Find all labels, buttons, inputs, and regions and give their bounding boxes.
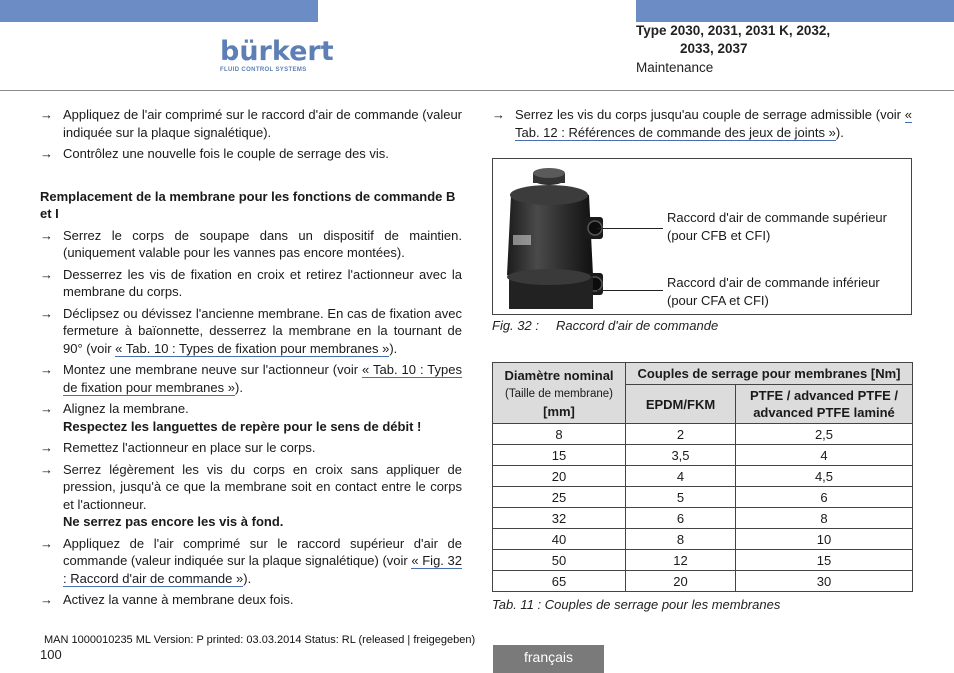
step-tighten-lightly: → Serrez légèrement les vis du corps en croix sans appliquer de pression, jusqu'à ce que la membrane soit en contact entre le corps et l'actionneur. Ne serrez pas encore les vis à fond. <box>40 461 462 529</box>
right-column <box>492 106 912 145</box>
cell-diameter: 15 <box>493 445 626 466</box>
step-apply-upper-air: → Appliquez de l'air comprimé sur le raccord supérieur d'air de commande (valeur indiquée sur la plaque signalétique) (voir « Fig. 32 : Raccord d'air de commande »). <box>40 535 462 586</box>
step-check-torque: → Contrôlez une nouvelle fois le couple de serrage des vis. <box>40 146 389 161</box>
cell-epdm: 5 <box>626 487 736 508</box>
link-fig-32[interactable]: « Fig. 32 : Raccord d'air de commande » <box>63 553 462 586</box>
page-number: 100 <box>40 647 62 662</box>
link-tab-10[interactable]: « Tab. 10 : Types de fixation pour membranes » <box>115 340 390 356</box>
arrow-icon: → <box>492 107 505 122</box>
type-line-1: Type 2030, 2031, 2031 K, 2032, <box>636 23 831 38</box>
cell-epdm: 2 <box>626 424 736 445</box>
step-tighten-body-screws: → Serrez les vis du corps jusqu'au couple de serrage admissible (voir « Tab. 12 : Références de commande des jeux de joints »). <box>492 107 912 140</box>
cell-diameter: 40 <box>493 529 626 550</box>
cell-diameter: 65 <box>493 571 626 592</box>
table-row <box>493 529 913 550</box>
header-bar-left <box>0 0 318 22</box>
step-replace-actuator: → Remettez l'actionneur en place sur le corps. <box>40 440 316 455</box>
left-column <box>40 106 462 613</box>
actuator-image <box>503 165 613 309</box>
arrow-icon: → <box>40 305 53 321</box>
table-caption: Tab. 11 : Couples de serrage pour les membranes <box>492 597 781 612</box>
arrow-icon: → <box>40 266 53 282</box>
figure-32 <box>492 158 912 315</box>
cell-diameter: 32 <box>493 508 626 529</box>
cell-epdm: 3,5 <box>626 445 736 466</box>
cell-ptfe: 6 <box>736 487 913 508</box>
cell-diameter: 20 <box>493 466 626 487</box>
table-row <box>493 571 913 592</box>
cell-ptfe: 4 <box>736 445 913 466</box>
link-tab-12[interactable]: « Tab. 12 : Références de commande des jeux de joints » <box>515 107 912 140</box>
figure-caption <box>492 318 718 333</box>
step-remove-membrane: → Déclipsez ou dévissez l'ancienne membrane. En cas de fixation avec fermeture à baïonnette, desserrez la membrane en la tournant de 90° (voir « Tab. 10 : Types de fixation pour membranes »). <box>40 305 462 356</box>
print-metadata: MAN 1000010235 ML Version: P printed: 03.03.2014 Status: RL (released | freigegeben) <box>44 634 476 646</box>
arrow-icon: → <box>40 146 53 161</box>
arrow-icon: → <box>40 592 53 607</box>
header-epdm: EPDM/FKM <box>626 385 736 424</box>
cell-ptfe: 2,5 <box>736 424 913 445</box>
logo-subtitle: FLUID CONTROL SYSTEMS <box>220 67 307 73</box>
callout-upper-port: Raccord d'air de commande supérieur (pour CFB et CFI) <box>667 210 887 243</box>
cell-ptfe: 10 <box>736 529 913 550</box>
warning-not-tight: Ne serrez pas encore les vis à fond. <box>63 514 284 529</box>
section-title: Maintenance <box>636 60 714 75</box>
cell-epdm: 12 <box>626 550 736 571</box>
arrow-icon: → <box>40 535 53 551</box>
logo-wordmark: bürkert <box>220 36 334 67</box>
step-loosen-screws: → Desserrez les vis de fixation en croix et retirez l'actionneur avec la membrane du corps. <box>40 266 462 299</box>
arrow-icon: → <box>40 461 53 477</box>
table-row <box>493 445 913 466</box>
header-torque: Couples de serrage pour membranes [Nm] <box>626 363 913 385</box>
torque-table <box>492 362 913 592</box>
cell-diameter: 8 <box>493 424 626 445</box>
callout-lower-port: Raccord d'air de commande inférieur (pour CFA et CFI) <box>667 275 880 308</box>
header-divider <box>0 90 954 91</box>
cell-epdm: 20 <box>626 571 736 592</box>
cell-epdm: 8 <box>626 529 736 550</box>
arrow-icon: → <box>40 227 53 243</box>
table-row <box>493 550 913 571</box>
table-row <box>493 424 913 445</box>
cell-diameter: 50 <box>493 550 626 571</box>
table-row <box>493 487 913 508</box>
arrow-icon: → <box>40 401 53 416</box>
document-type-title <box>636 22 830 58</box>
figure-caption-label: Fig. 32 : <box>492 318 539 333</box>
cell-diameter: 25 <box>493 487 626 508</box>
cell-ptfe: 8 <box>736 508 913 529</box>
cell-epdm: 6 <box>626 508 736 529</box>
cell-ptfe: 4,5 <box>736 466 913 487</box>
cell-epdm: 4 <box>626 466 736 487</box>
step-activate-valve: → Activez la vanne à membrane deux fois. <box>40 592 294 607</box>
step-apply-air: → Appliquez de l'air comprimé sur le raccord d'air de commande (valeur indiquée sur la plaque signalétique). <box>40 107 462 140</box>
burkert-logo <box>220 36 334 73</box>
step-align-membrane: → Alignez la membrane. Respectez les languettes de repère pour le sens de débit ! <box>40 401 422 434</box>
figure-caption-text: Raccord d'air de commande <box>556 318 719 333</box>
type-line-2: 2033, 2037 <box>680 41 748 56</box>
warning-flow-direction: Respectez les languettes de repère pour le sens de débit ! <box>63 418 422 434</box>
callout-line-lower <box>597 290 663 291</box>
header-ptfe: PTFE / advanced PTFE / advanced PTFE laminé <box>736 385 913 424</box>
arrow-icon: → <box>40 107 53 122</box>
callout-line-upper <box>597 228 663 229</box>
header-diameter: Diamètre nominal (Taille de membrane) [mm] <box>493 363 626 424</box>
header-bar-right <box>636 0 954 22</box>
cell-ptfe: 15 <box>736 550 913 571</box>
language-tab[interactable]: français <box>493 645 604 673</box>
link-tab-10[interactable]: « Tab. 10 : Types de fixation pour membranes » <box>63 362 462 395</box>
step-clamp-body: → Serrez le corps de soupape dans un dispositif de maintien. (uniquement valable pour les vannes pas encore montées). <box>40 227 462 260</box>
section-heading: Remplacement de la membrane pour les fonctions de commande B et I <box>40 188 456 221</box>
table-row <box>493 508 913 529</box>
cell-ptfe: 30 <box>736 571 913 592</box>
arrow-icon: → <box>40 362 53 377</box>
step-mount-membrane: → Montez une membrane neuve sur l'actionneur (voir « Tab. 10 : Types de fixation pour membranes »). <box>40 362 462 395</box>
table-row <box>493 466 913 487</box>
arrow-icon: → <box>40 440 53 455</box>
